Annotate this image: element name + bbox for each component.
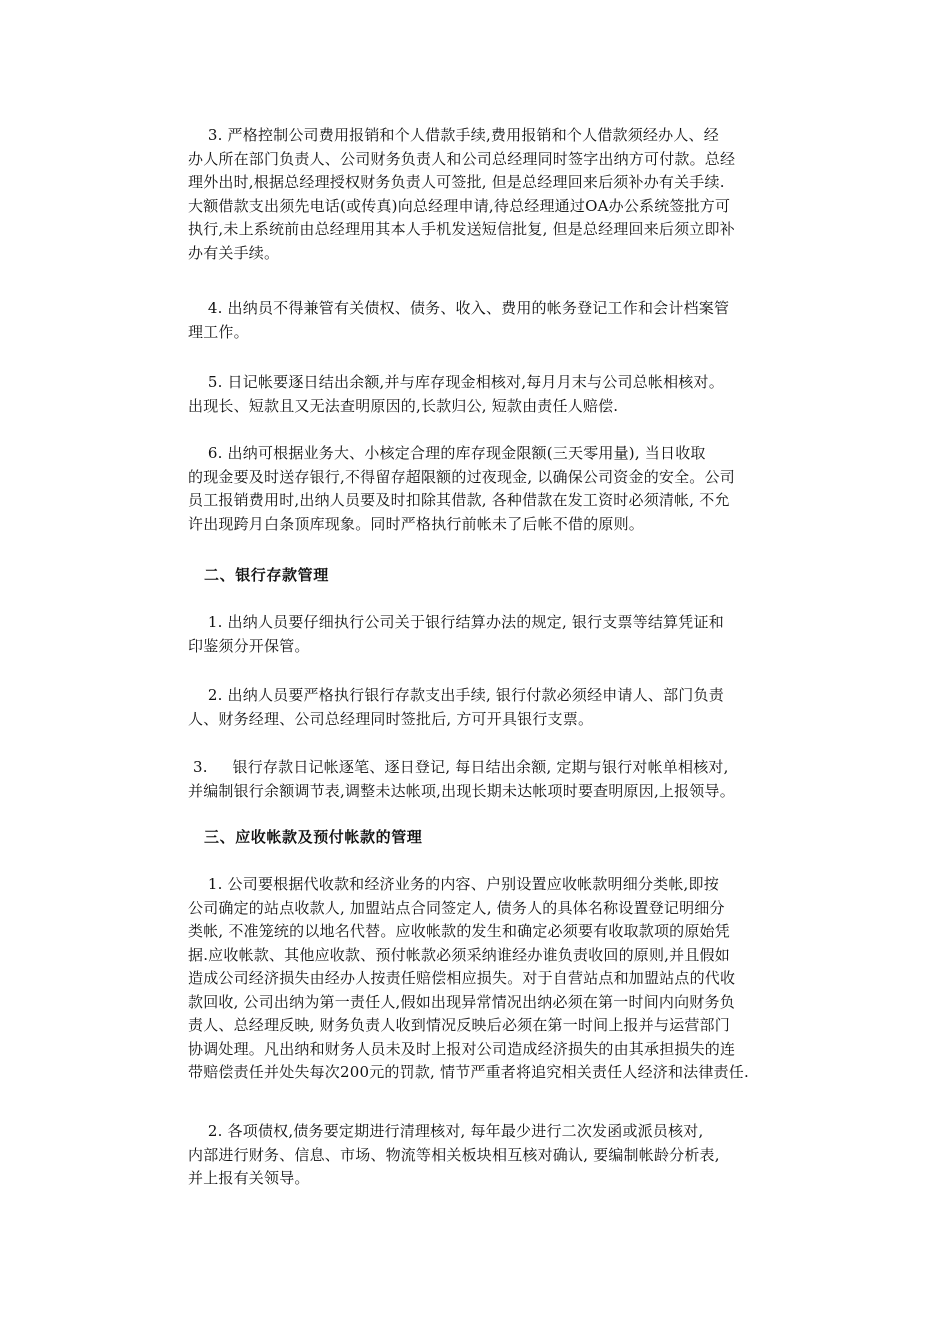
text-line: 许出现跨月白条顶库现象。同时严格执行前帐未了后帐不借的原则。 [188, 514, 645, 533]
section-heading-bank-deposits: 二、银行存款管理 [204, 566, 329, 584]
text-line: 大额借款支出须先电话(或传真)向总经理申请,待总经理通过OA办公系统签批方可 [188, 196, 731, 215]
text-line: 办人所在部门负责人、公司财务负责人和公司总经理同时签字出纳方可付款。总经 [188, 149, 736, 168]
text-line: 的现金要及时送存银行,不得留存超限额的过夜现金, 以确保公司资金的安全。公司 [188, 467, 735, 486]
text-line: 类帐, 不准笼统的以地名代替。应收帐款的发生和确定必须要有收取款项的原始凭 [188, 922, 730, 940]
text-line: 造成公司经济损失由经办人按责任赔偿相应损失。对于自营站点和加盟站点的代收 [188, 969, 736, 987]
text-line: 员工报销费用时,出纳人员要及时扣除其借款, 各种借款在发工资时必须清帐, 不允 [188, 491, 730, 509]
text-line: 1. 公司要根据代收款和经济业务的内容、户别设置应收帐款明细分类帐,即按 [188, 875, 719, 893]
text-line: 款回收, 公司出纳为第一责任人,假如出现异常情况出纳必须在第一时间内向财务负 [188, 992, 735, 1011]
text-line: 执行,未上系统前由总经理用其本人手机发送短信批复, 但是总经理回来后须立即补 [188, 220, 735, 238]
text-line: 公司确定的站点收款人, 加盟站点合同签定人, 债务人的具体名称设置登记明细分 [188, 898, 725, 917]
text-line: 3. 严格控制公司费用报销和个人借款手续,费用报销和个人借款须经办人、经 [188, 126, 719, 144]
text-line: 4. 出纳员不得兼管有关债权、债务、收入、费用的帐务登记工作和会计档案管 [188, 299, 730, 317]
text-line: 并上报有关领导。 [188, 1169, 310, 1187]
paragraph-bank-payments [188, 684, 808, 731]
text-line: 责人、总经理反映, 财务负责人收到情况反映后必须在第一时间上报并与运营部门 [188, 1016, 730, 1034]
paragraph-receivable-ledger [188, 873, 808, 1085]
text-line: 2. 出纳人员要严格执行银行存款支出手续, 银行付款必须经申请人、部门负责 [188, 686, 724, 704]
text-line: 协调处理。凡出纳和财务人员未及时上报对公司造成经济损失的由其承担损失的连 [188, 1039, 736, 1058]
text-line: 办有关手续。 [188, 243, 280, 262]
paragraph-expense-control [188, 124, 808, 265]
text-line: 内部进行财务、信息、市场、物流等相关板块相互核对确认, 要编制帐龄分析表, [188, 1145, 720, 1164]
text-line: 理外出时,根据总经理授权财务负责人可签批, 但是总经理回来后须补办有关手续. [188, 173, 725, 191]
text-line: 6. 出纳可根据业务大、小核定合理的库存现金限额(三天零用量), 当日收取 [188, 444, 706, 462]
text-line: 印鉴须分开保管。 [188, 636, 310, 655]
text-line: 1. 出纳人员要仔细执行公司关于银行结算办法的规定, 银行支票等结算凭证和 [188, 613, 724, 631]
text-line: 带赔偿责任并处失每次200元的罚款, 情节严重者将追究相关责任人经济和法律责任. [188, 1063, 749, 1081]
paragraph-daily-journal [188, 371, 808, 418]
paragraph-cash-limit [188, 442, 808, 536]
text-line: 3. 银行存款日记帐逐笔、逐日登记, 每日结出余额, 定期与银行对帐单相核对, [188, 758, 729, 776]
paragraph-bank-settlement [188, 611, 808, 658]
text-line: 5. 日记帐要逐日结出余额,并与库存现金相核对,每月月末与公司总帐相核对。 [188, 373, 724, 391]
text-line: 理工作。 [188, 322, 249, 341]
text-line: 据.应收帐款、其他应收款、预付帐款必须采纳谁经办谁负责收回的原则,并且假如 [188, 945, 730, 964]
text-line: 2. 各项债权,债务要定期进行清理核对, 每年最少进行二次发函或派员核对, [188, 1122, 704, 1140]
text-line: 人、财务经理、公司总经理同时签批后, 方可开具银行支票。 [188, 709, 594, 728]
paragraph-debt-reconciliation [188, 1120, 808, 1191]
paragraph-bank-journal [188, 756, 808, 803]
section-heading-receivables: 三、应收帐款及预付帐款的管理 [204, 828, 423, 846]
paragraph-cashier-duties [188, 297, 808, 344]
text-line: 出现长、短款且又无法查明原因的,长款归公, 短款由责任人赔偿. [188, 396, 619, 415]
text-line: 并编制银行余额调节表,调整未达帐项,出现长期未达帐项时要查明原因,上报领导。 [188, 781, 735, 800]
